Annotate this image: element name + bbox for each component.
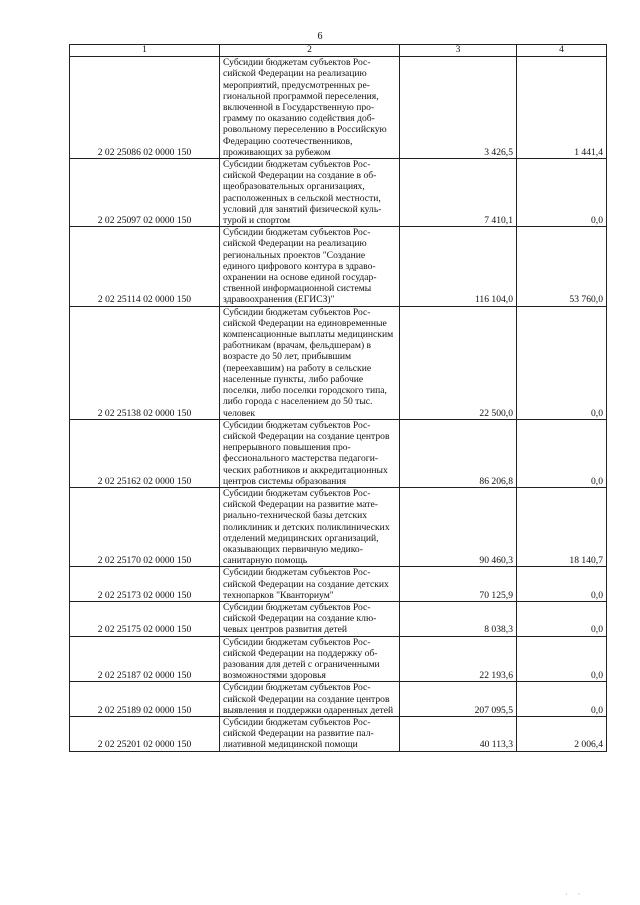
table-row: [70, 567, 607, 602]
table-row: [70, 159, 607, 227]
table-row: [70, 716, 607, 751]
corner-mark: · ·: [565, 890, 585, 899]
amount-column-3-cell: 3 426,5: [400, 57, 517, 159]
column-number-2: 2: [220, 45, 400, 57]
amount-column-3-cell: 116 104,0: [400, 227, 517, 306]
amount-column-4-cell: 0,0: [517, 306, 607, 419]
amount-column-3-cell: 90 460,3: [400, 487, 517, 566]
column-number-row: [70, 45, 607, 57]
description-cell: Субсидии бюджетам субъектов Российской Федерации на создание центров выявления и поддержки одаренных детей: [220, 682, 400, 717]
description-cell: Субсидии бюджетам субъектов Российской Федерации на поддержку образования для детей с ограниченными возможностями здоровья: [220, 636, 400, 682]
budget-code-cell: 2 02 25114 02 0000 150: [70, 227, 220, 306]
description-cell: Субсидии бюджетам субъектов Российской Федерации на реализацию мероприятий, предусмотренных региональной программой переселения, включенной в Государственную программу по оказанию содействия добровольному переселению в Российскую Федерацию соотечественников, проживающих за рубежом: [220, 57, 400, 159]
budget-code-cell: 2 02 25138 02 0000 150: [70, 306, 220, 419]
amount-column-4-cell: 2 006,4: [517, 716, 607, 751]
budget-code-cell: 2 02 25201 02 0000 150: [70, 716, 220, 751]
description-cell: Субсидии бюджетам субъектов Российской Федерации на создание ключевых центров развития детей: [220, 601, 400, 636]
table-row: [70, 682, 607, 717]
amount-column-3-cell: 8 038,3: [400, 601, 517, 636]
amount-column-3-cell: 207 095,5: [400, 682, 517, 717]
amount-column-3-cell: 22 500,0: [400, 306, 517, 419]
amount-column-4-cell: 0,0: [517, 419, 607, 487]
budget-code-cell: 2 02 25175 02 0000 150: [70, 601, 220, 636]
amount-column-3-cell: 40 113,3: [400, 716, 517, 751]
amount-column-4-cell: 0,0: [517, 567, 607, 602]
budget-code-cell: 2 02 25170 02 0000 150: [70, 487, 220, 566]
amount-column-3-cell: 7 410,1: [400, 159, 517, 227]
budget-code-cell: 2 02 25187 02 0000 150: [70, 636, 220, 682]
amount-column-4-cell: 0,0: [517, 601, 607, 636]
page-number: 6: [317, 31, 323, 42]
amount-column-3-cell: 22 193,6: [400, 636, 517, 682]
description-cell: Субсидии бюджетам субъектов Российской Федерации на единовременные компенсационные выплаты медицинским работникам (врачам, фельдшерам) в возрасте до 50 лет, прибывшим (переехавшим) на работу в сельские населенные пункты, либо рабочие поселки, либо поселки городского типа, либо города с населением до 50 тыс. человек: [220, 306, 400, 419]
amount-column-4-cell: 0,0: [517, 682, 607, 717]
table-row: [70, 636, 607, 682]
column-number-3: 3: [400, 45, 517, 57]
budget-code-cell: 2 02 25189 02 0000 150: [70, 682, 220, 717]
table-row: [70, 487, 607, 566]
column-number-4: 4: [517, 45, 607, 57]
table-row: [70, 601, 607, 636]
amount-column-4-cell: 53 760,0: [517, 227, 607, 306]
column-number-1: 1: [70, 45, 220, 57]
table-row: [70, 306, 607, 419]
table-row: [70, 419, 607, 487]
description-cell: Субсидии бюджетам субъектов Российской Федерации на развитие паллиативной медицинской помощи: [220, 716, 400, 751]
budget-code-cell: 2 02 25086 02 0000 150: [70, 57, 220, 159]
budget-code-cell: 2 02 25162 02 0000 150: [70, 419, 220, 487]
budget-code-cell: 2 02 25097 02 0000 150: [70, 159, 220, 227]
budget-table: [69, 44, 607, 752]
amount-column-3-cell: 70 125,9: [400, 567, 517, 602]
budget-code-cell: 2 02 25173 02 0000 150: [70, 567, 220, 602]
description-cell: Субсидии бюджетам субъектов Российской Федерации на создание детских технопарков "Кванториум": [220, 567, 400, 602]
description-cell: Субсидии бюджетам субъектов Российской Федерации на создание центров непрерывного повышения профессионального мастерства педагогических работников и аккредитационных центров системы образования: [220, 419, 400, 487]
amount-column-3-cell: 86 206,8: [400, 419, 517, 487]
amount-column-4-cell: 0,0: [517, 636, 607, 682]
description-cell: Субсидии бюджетам субъектов Российской Федерации на создание в общеобразовательных организациях, расположенных в сельской местности, условий для занятий физической культурой и спортом: [220, 159, 400, 227]
description-cell: Субсидии бюджетам субъектов Российской Федерации на реализацию региональных проектов "Создание единого цифрового контура в здравоохранении на основе единой государственной информационной системы здравоохранения (ЕГИСЗ)": [220, 227, 400, 306]
amount-column-4-cell: 1 441,4: [517, 57, 607, 159]
table-row: [70, 227, 607, 306]
amount-column-4-cell: 18 140,7: [517, 487, 607, 566]
amount-column-4-cell: 0,0: [517, 159, 607, 227]
description-cell: Субсидии бюджетам субъектов Российской Федерации на развитие материально-технической базы детских поликлиник и детских поликлинических отделений медицинских организаций, оказывающих первичную медико-санитарную помощь: [220, 487, 400, 566]
table-row: [70, 57, 607, 159]
